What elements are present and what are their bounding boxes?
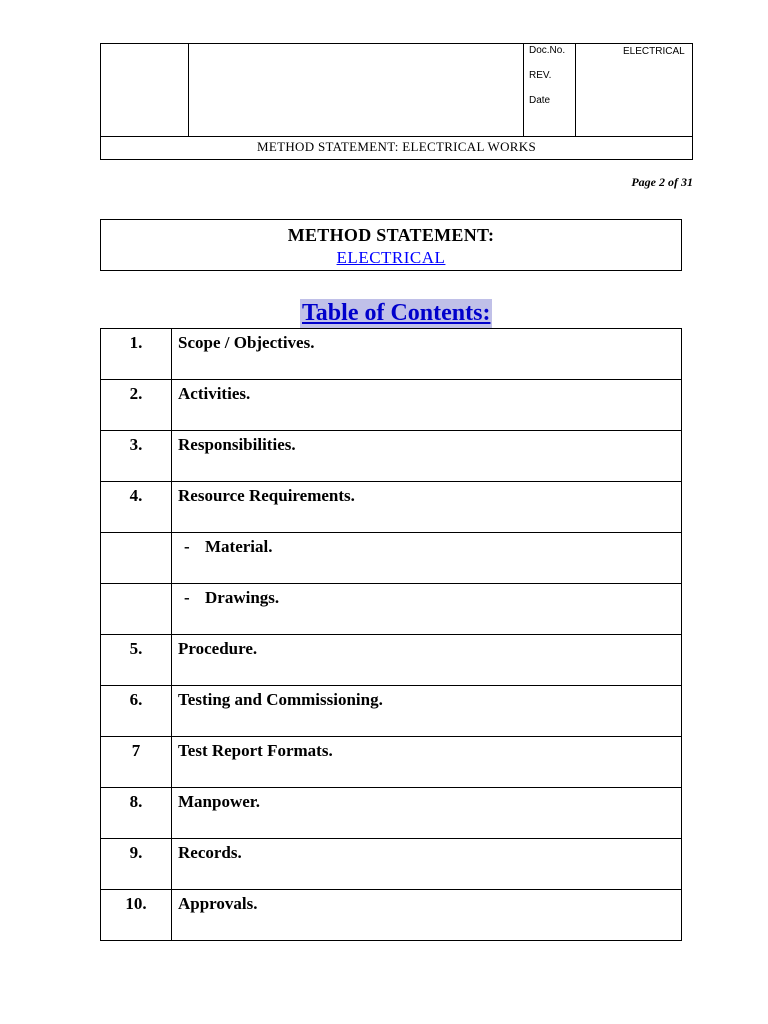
- toc-entry: Approvals.: [172, 890, 682, 941]
- toc-number: 4.: [101, 482, 172, 533]
- header-divider: [575, 44, 576, 136]
- toc-subentry: [172, 584, 682, 635]
- toc-number: 6.: [101, 686, 172, 737]
- table-row: [101, 329, 682, 380]
- table-row: [101, 533, 682, 584]
- toc-entry: Testing and Commissioning.: [172, 686, 682, 737]
- table-row: [101, 431, 682, 482]
- toc-entry: Scope / Objectives.: [172, 329, 682, 380]
- document-header: [100, 43, 693, 160]
- toc-entry: Resource Requirements.: [172, 482, 682, 533]
- toc-entry: Procedure.: [172, 635, 682, 686]
- rev-label: REV.: [529, 70, 552, 81]
- toc-subentry: [172, 533, 682, 584]
- toc-number: 9.: [101, 839, 172, 890]
- toc-number: [101, 533, 172, 584]
- date-label: Date: [529, 95, 551, 106]
- toc-heading: Table of Contents:: [302, 300, 491, 326]
- method-statement-title: METHOD STATEMENT:: [287, 225, 495, 245]
- toc-entry: Responsibilities.: [172, 431, 682, 482]
- toc-number: 2.: [101, 380, 172, 431]
- toc-dash: -: [184, 588, 190, 607]
- method-statement-box: [100, 219, 682, 271]
- toc-number: 5.: [101, 635, 172, 686]
- table-row: [101, 686, 682, 737]
- toc-entry: Activities.: [172, 380, 682, 431]
- table-row: [101, 635, 682, 686]
- header-divider: [101, 136, 692, 137]
- discipline-label: ELECTRICAL: [623, 46, 685, 57]
- toc-entry: Test Report Formats.: [172, 737, 682, 788]
- header-divider: [523, 44, 524, 136]
- table-row: [101, 482, 682, 533]
- toc-number: 8.: [101, 788, 172, 839]
- table-row: [101, 890, 682, 941]
- toc-number: 10.: [101, 890, 172, 941]
- method-statement-subtitle: ELECTRICAL: [336, 248, 446, 267]
- doc-no-label: Doc.No.: [529, 45, 566, 56]
- table-row: [101, 584, 682, 635]
- table-row: [101, 737, 682, 788]
- toc-number: 3.: [101, 431, 172, 482]
- toc-entry: Manpower.: [172, 788, 682, 839]
- toc-subentry-label: Drawings.: [205, 588, 280, 607]
- toc-number: 1.: [101, 329, 172, 380]
- toc-dash: -: [184, 537, 190, 556]
- table-row: [101, 839, 682, 890]
- header-title: METHOD STATEMENT: ELECTRICAL WORKS: [257, 139, 536, 154]
- header-divider: [188, 44, 189, 136]
- toc-number: 7: [101, 737, 172, 788]
- table-row: [101, 380, 682, 431]
- toc-subentry-label: Material.: [205, 537, 273, 556]
- toc-entry: Records.: [172, 839, 682, 890]
- toc-table: [100, 328, 682, 941]
- table-row: [101, 788, 682, 839]
- toc-number: [101, 584, 172, 635]
- page-number: Page 2 of 31: [631, 175, 693, 189]
